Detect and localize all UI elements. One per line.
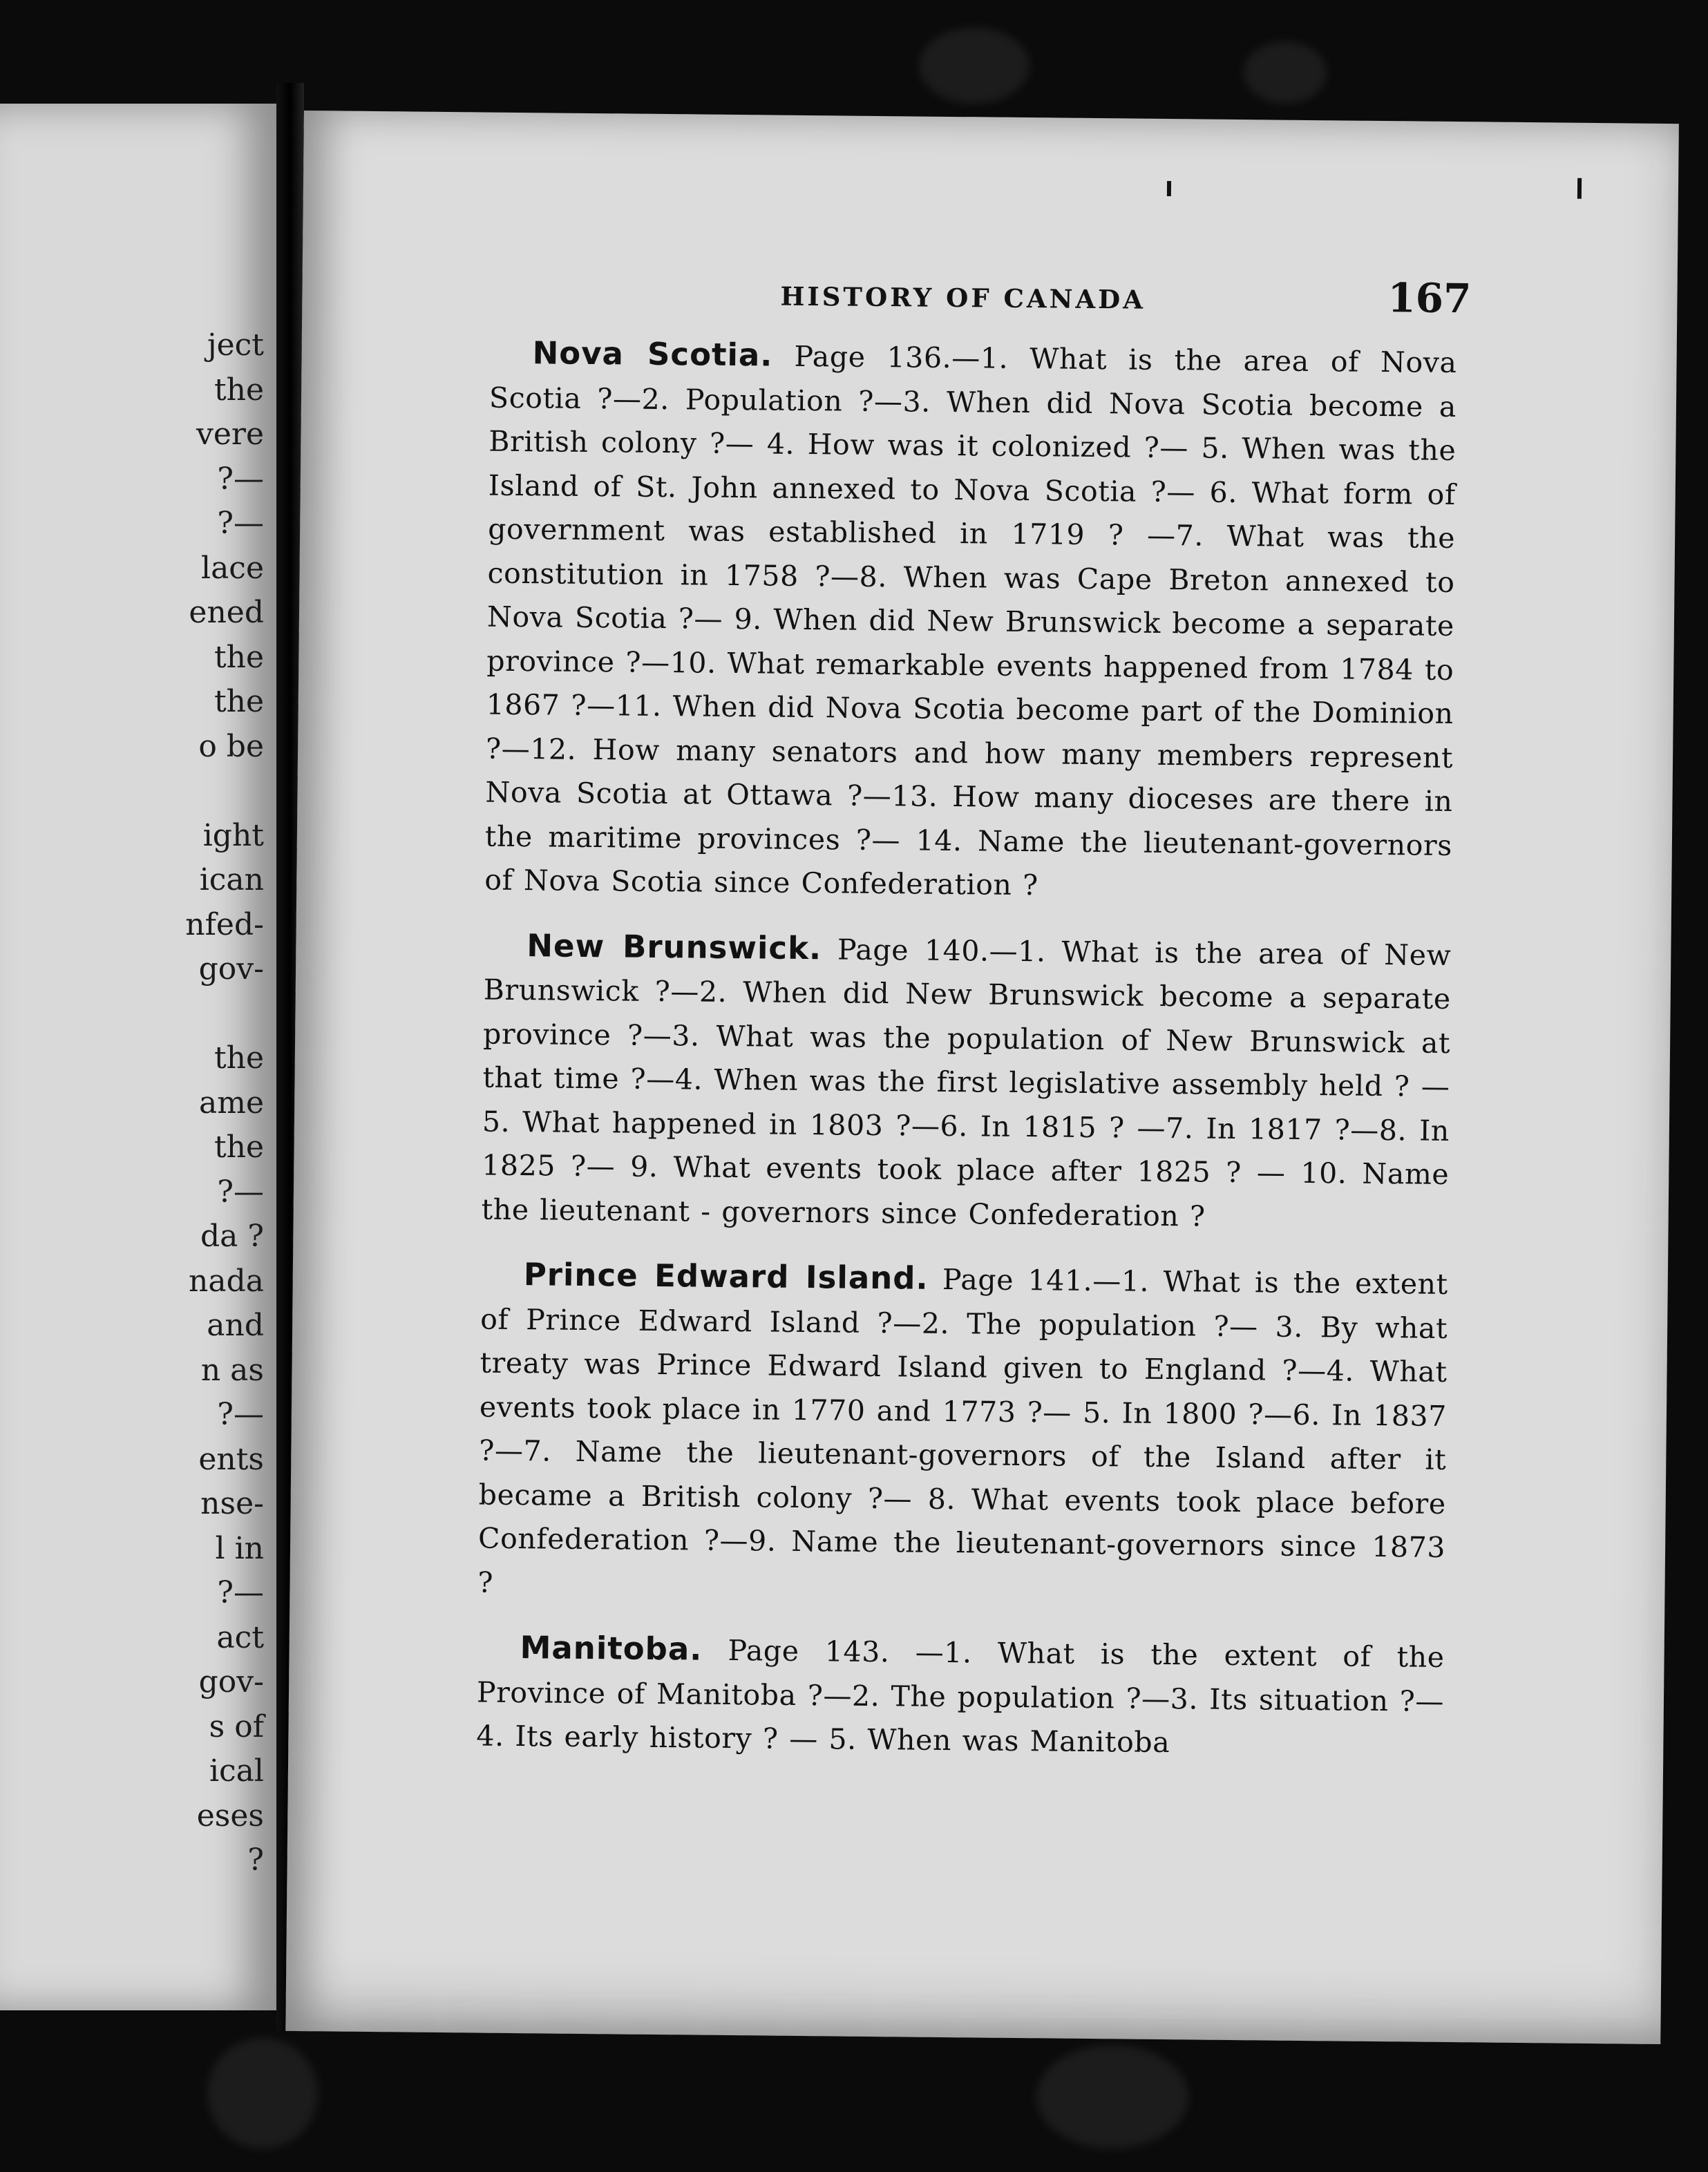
left-page-line-fragment: the <box>213 372 264 408</box>
left-page-line-fragment: ight <box>202 817 264 853</box>
section-text: Page 136.—1. What is the area of Nova Scotia ?—2. Population ?—3. When did Nova Scotia become a British colony ?— 4. How was it colonized ?— 5. When was the Island of St. John annexed to Nova Scotia ?— 6. What form of government was established in 1719 ? —7. What was the constitution in 1758 ?—8. When was Cape Breton annexed to Nova Scotia ?— 9. When did New Brunswick become a separate province ?—10. What remarkable events happened from 1784 to 1867 ?—11. When did Nova Scotia become part of the Dominion ?—12. How many senators and how many members represent Nova Scotia at Ottawa ?—13. How many dioceses are there in the maritime provinces ?— 14. Name the lieutenant-governors of Nova Scotia since Confederation ? <box>484 339 1457 902</box>
section-nova-scotia <box>484 331 1457 912</box>
section-heading: Prince Edward Island. <box>523 1256 929 1297</box>
left-page-line-fragment: nfed- <box>185 906 264 942</box>
left-page-line-fragment: the <box>213 1040 264 1076</box>
left-page-line-fragment: nada <box>189 1263 264 1299</box>
section-manitoba <box>476 1626 1445 1768</box>
running-title: HISTORY OF CANADA <box>780 280 1146 315</box>
section-new-brunswick <box>481 923 1451 1241</box>
left-page-line-fragment: the <box>213 1130 264 1165</box>
page-content <box>476 274 1472 1789</box>
left-page-line-fragment: o be <box>198 728 264 764</box>
print-mark <box>1577 178 1582 199</box>
scan-blotch <box>919 28 1029 104</box>
left-page <box>0 104 276 2010</box>
left-page-line-fragment: and <box>207 1308 264 1343</box>
left-page-line-fragment: ?— <box>217 1397 264 1432</box>
page-number: 167 <box>1387 274 1472 323</box>
scan-blotch <box>1244 41 1327 104</box>
section-text: Page 143. —1. What is the extent of the Province of Manitoba ?—2. The population ?—3. Its situation ?— 4. Its early history ? — 5. When was Manitoba <box>476 1633 1445 1760</box>
left-page-line-fragment: ened <box>189 595 264 630</box>
left-page-line-fragment: the <box>213 684 264 719</box>
section-heading: Manitoba. <box>520 1629 703 1668</box>
left-page-line-fragment: lace <box>201 550 264 586</box>
left-page-line-fragment: ? <box>247 1842 264 1878</box>
section-heading: Nova Scotia. <box>532 334 773 374</box>
left-page-line-fragment <box>185 769 264 814</box>
left-page-line-fragment: ame <box>199 1085 264 1121</box>
left-page-line-fragment: ?— <box>217 1174 264 1210</box>
scan-blotch <box>207 2038 318 2149</box>
left-page-line-fragment: ical <box>209 1753 264 1789</box>
left-page-line-fragment: vere <box>196 417 264 452</box>
left-page-line-fragment: s of <box>209 1708 264 1744</box>
section-text: Page 141.—1. What is the extent of Prince Edward Island ?—2. The population ?— 3. By what treaty was Prince Edward Island given to England ?—4. What events took place in 1770 and 1773 ?— 5. In 1800 ?—6. In 1837 ?—7. Name the lieutenant-governors of the Island after it became a British colony ?— 8. What events took place before Confederation ?—9. Name the lieutenant-governors since 1873 ? <box>477 1262 1449 1599</box>
left-page-line-fragment: gov- <box>198 1664 264 1699</box>
left-page-line-fragment: ject <box>207 327 264 363</box>
scan-blotch <box>1036 2045 1188 2149</box>
section-text: Page 140.—1. What is the area of New Brunswick ?—2. When did New Brunswick become a separate province ?—3. What was the population of New Brunswick at that time ?—4. When was the first legislative assembly held ? —5. What happened in 1803 ?—6. In 1815 ? —7. In 1817 ?—8. In 1825 ?— 9. What events took place after 1825 ? — 10. Name the lieutenant - governors since Confederation ? <box>481 932 1452 1233</box>
section-prince-edward-island <box>477 1252 1448 1614</box>
left-page-line-fragment: ?— <box>217 506 264 541</box>
left-page-line-fragment <box>185 992 264 1037</box>
left-page-line-fragment: ents <box>198 1441 264 1477</box>
left-page-line-fragment: eses <box>196 1798 264 1833</box>
left-page-text-fragments <box>185 323 264 1883</box>
left-page-line-fragment: act <box>216 1619 264 1655</box>
left-page-line-fragment: gov- <box>198 951 264 987</box>
left-page-line-fragment: ican <box>199 862 264 897</box>
left-page-line-fragment: l in <box>215 1530 264 1566</box>
left-page-line-fragment: da ? <box>200 1219 264 1254</box>
print-mark <box>1167 181 1171 196</box>
left-page-line-fragment: ?— <box>217 1575 264 1610</box>
left-page-line-fragment: n as <box>200 1352 264 1388</box>
left-page-line-fragment: nse- <box>200 1486 264 1521</box>
book-page <box>285 111 1679 2044</box>
section-heading: New Brunswick. <box>526 926 822 966</box>
running-head <box>490 274 1472 340</box>
left-page-line-fragment: ?— <box>217 461 264 497</box>
left-page-line-fragment: the <box>213 639 264 675</box>
